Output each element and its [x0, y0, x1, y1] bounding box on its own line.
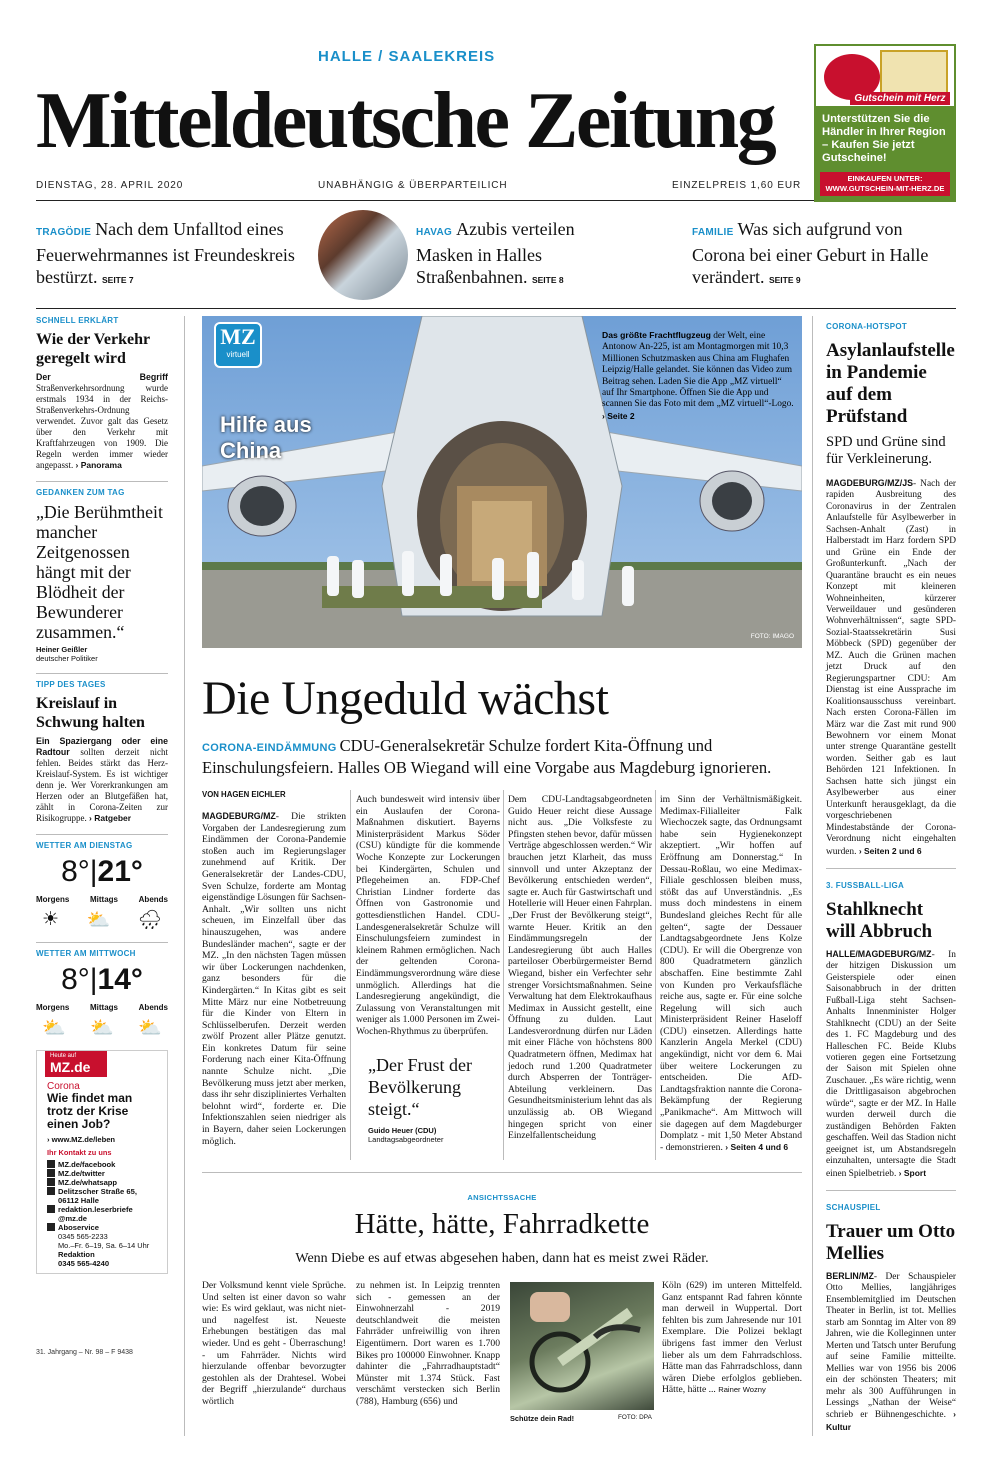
section-corona-hotspot — [826, 316, 956, 858]
pull-quote-author: Guido Heuer (CDU) — [368, 1126, 437, 1135]
bike-photo — [510, 1282, 654, 1410]
weather-icons — [36, 908, 168, 932]
abo-head: Aboservice — [58, 1223, 99, 1232]
section-body — [36, 372, 168, 471]
ad-brand: Gutschein mit Herz — [850, 92, 950, 105]
body-text: Straßenverkehrsordnung wurde erstmals 1934 in der Reichs-Straßenverkehrs-Ordnung verwendet. Zuvor galt das Gesetz über den Verkehr mit Kraftfahrzeugen von 1909. Die Regeln werden immer wieder angepasst. — [36, 383, 168, 470]
address-line2: 06112 Halle — [58, 1196, 99, 1205]
ad-link-url: WWW.GUTSCHEIN-MIT-HERZ.DE — [825, 184, 945, 193]
caption-text: der Welt, eine Antonow An-225, ist am Montagmorgen mit 10,3 Millionen Schutzmasken aus China am Flughafen Leipzig/Halle gelandet. Sie können das Video zum Beitrag sehen. Laden Sie die App „MZ virtuell“ auf Ihr Smartphone. Öffnen Sie die App und scannen Sie das Foto mit dem „MZ virtuell“-Logo. — [602, 331, 794, 410]
ref-label: Seiten 4 und 6 — [730, 1141, 789, 1152]
section-title[interactable]: Trauer um Otto Mellies — [826, 1221, 956, 1265]
issue-date: DIENSTAG, 28. APRIL 2020 — [36, 180, 184, 191]
teaser-havag[interactable] — [416, 218, 616, 291]
pull-quote-text: „Der Frust der Bevölkerung steigt.“ — [368, 1055, 472, 1119]
contact-twitter-text: MZ.de/twitter — [58, 1169, 105, 1178]
body-text: - Der Schauspieler Otto Mellies, langjähriges Ensemblemitglied im Deutschen Theater in Berlin, ist tot. Mellies starb am Sonntag im Alter von 89 Jahren, wie die Kolleginnen unter Merten und Tatsch unter Berufung auf seine Familie mitteilte. Mellies war von 1956 bis 2006 ein der schönsten Theaters; mit mehr als 300 Aufführungen in Lessings „Nathan der Weise“ schrieb er Bühnengeschichte. — [826, 1272, 956, 1421]
contact-twitter[interactable] — [37, 1169, 167, 1178]
motto: UNABHÄNGIG & ÜBERPARTEILICH — [318, 180, 508, 191]
weather-icons — [36, 1016, 168, 1040]
temp-high: 21° — [97, 855, 143, 888]
teaser-kicker: TRAGÖDIE — [36, 227, 92, 238]
contact-whatsapp[interactable] — [37, 1178, 167, 1187]
lead-kicker: CORONA-EINDÄMMUNG — [202, 742, 337, 754]
ad-link-label: EINKAUFEN UNTER: — [847, 174, 923, 183]
ref-link[interactable]: › Ratgeber — [89, 813, 132, 823]
dateline: BERLIN/MZ — [826, 1271, 874, 1282]
teaser-kicker: FAMILIE — [692, 227, 734, 238]
teaser-ref: SEITE 9 — [768, 275, 801, 285]
ans-kicker: ANSICHTSSACHE — [467, 1193, 537, 1202]
lead-word: Der Begriff — [36, 372, 168, 382]
section-subtitle: SPD und Grüne sind für Verkleinerung. — [826, 434, 946, 467]
body-text: - In der hitzigen Diskussion um Geisterspiele oder einen Saisonabbruch in der dritten Fußball-Liga steht Sachsen-Anhalts Innenminister Holger Stahlknecht (CDU) an der Seite des 1. FC Magdeburg und des Halleschen FC. Beide Klubs votieren gegen eine Fortsetzung der Saison mit Spielen ohne Zuschauer. „Es wäre richtig, wenn die Drittligasaison abgebrochen würde“, sagte er der MZ. In Halle wurden derweil durch die zuständigen Behörden Fakten geschaffen. Weil das Stadion nicht geeignet ist, um Abstandsregeln einzuhalten, untersagte die Stadt einen Spielbetrieb. — [826, 949, 956, 1179]
newspaper-title: Mitteldeutsche Zeitung — [36, 77, 775, 165]
whatsapp-icon — [47, 1178, 55, 1186]
body-text: - Die strikten Vorgaben der Landesregierung zum Eindämmen der Corona-Pandemie stoßen auch im Regierungslager zunehmend auf Kritik. Der Generalsekretär der Landes-CDU, Sven Schulze, forderte am Montag eigenständige Lösungen für Sachsen-Anhalt. „Wir sollten uns nicht scheuen, im Einzelfall über das hinauszugehen, was andere Bundesländer machen“, sagte er der MZ. „In den nächsten Tagen müssen wir über Lockerungen nachdenken, ganz besonders für die Kindergärten.“ In Kitas gibt es seit Mitte März nur eine Notbetreuung für die Kinder von Eltern in Schlüsselberufen. Derzeit werden zwölf Prozent aller Plätze genutzt. Ein konkretes Datum für seine Forderung nach einer Kita-Öffnung nannte Schulze nicht. „Die Bevölkerung muss jetzt aber merken, dass ihr sehr diszipliniertes Verhalten belohnt wird“, forderte er. Die Infektionszahlen seien niedriger als in Bayern, daher seien Lockerungen möglich. — [202, 811, 346, 1147]
ans-body-2: zu nehmen ist. In Leipzig trennten sich - gemessen an der Einwohnerzahl - 2019 deutschlandweit die meisten Fahrräder unfreiwillig von ihren Eigentümern. Dort waren es 1.700 Bikes pro 100000 Einwohner. Knapp dahinter die „Fahrradhauptstadt“ Münster mit 1.374 Stück. Fast verschämt verstecken sich Berlin (788), Hamburg (656) und — [356, 1280, 500, 1407]
caption-lead: Das größte Frachtflugzeug — [602, 330, 711, 340]
body-text: sollten derzeit nicht fehlen. Beides stärkt das Herz-Kreislauf-System. Es ist wichtiger denn je. Wer Vorerkrankungen am Herzen oder an Blutgefäßen hat, zählt in Corona-Zeiten zur Risikogruppe. — [36, 747, 169, 823]
label-evening: Abends — [138, 1003, 168, 1012]
twitter-icon — [47, 1169, 55, 1177]
dateline: MAGDEBURG/MZ/JS — [826, 478, 913, 488]
teaser-tragoedie[interactable] — [36, 218, 298, 291]
right-column — [826, 316, 956, 1434]
section-title: Wie der Verkehr geregelt wird — [36, 331, 150, 367]
section-body — [826, 478, 956, 858]
red-head: Redaktion — [58, 1250, 95, 1259]
ans-author: Rainer Wozny — [718, 1385, 766, 1395]
mz-small: Heute auf — [50, 1053, 77, 1059]
mail-line1: redaktion.leserbriefe — [58, 1205, 133, 1214]
section-kicker: TIPP DES TAGES — [36, 680, 106, 689]
section-schnell-erklaert — [36, 316, 168, 471]
body-col-2: Auch bundesweit wird intensiv über ein Auslaufen der Corona-Maßnahmen diskutiert. Bayerns Ministerpräsident Markus Söder (CSU) kündigte für die kommende Woche Konzepte zur Lockerungen bei Kindergärten, Schulen und Pflegeheimen an. FDP-Chef Christian Lindner forderte das Öffnen von Gastronomie und gottesdienstlichen Handel. CDU-Landesgeneralsekretär Schulze will Einschulungsfeiern zumindest in kleinem Rahmen ermöglichen. Nach der geltenden Corona-Eindämmungsverordnung wäre diese unmöglich. Allerdings hat die Landesregierung angekündigt, die Zulassung von Veranstaltungen mit weniger als 1.000 Personen im Zwei-Wochen-Rhythmus zu überprüfen. — [356, 794, 500, 1037]
section-gedanken — [36, 488, 168, 663]
body-text: - Nach der rapiden Ausbreitung des Coronavirus in der Zentralen Anlaufstelle für Asylbewerber in Sachsen-Anhalt (Zast) in Halberstadt im Harz fordern SPD und Grüne ein Ende der Großunterkunft. „Nach der Quarantäne braucht es ein neues Konzept mit kleineren Wohneinheiten, kürzerer Verweildauer und gesünderen Wohnverhältnissen“, sagte SPD-Sozial-Staatssekretärin Susi Möbbeck (SPD) gegenüber der MZ. Auch die Grünen machen jetzt Druck auf den Regierungspartner CDU: Am Dienstag ist eine Aussprache im Koalitionsausschuss vereinbart. Nach ersten Corona-Fällen im März war die Zast mit rund 900 Bewohnern vor einem Monat unter strenge Quarantäne gestellt worden. Seither gab es laut Behörden 121 Infektionen. In Sachsen hatte sich jüngst ein Asylbewerber aus einer Unterkunft herausgeklagt, da die vorgeschriebenen Mindestabstände der Corona-Verordnung nicht eingehalten wurden. — [826, 479, 956, 857]
ans-title[interactable]: Hätte, hätte, Fahrradkette — [354, 1208, 650, 1240]
section-body — [826, 1271, 956, 1434]
lead-subhead-text: CDU-Generalsekretär Schulze fordert Kita-Öffnung und Einschulungsfeiern. Halles OB Wiegand will eine Vorgabe aus Magdeburg ignorieren. — [202, 736, 772, 777]
ref-label: Ratgeber — [94, 813, 132, 823]
section-body — [36, 736, 168, 824]
lead-subhead — [202, 736, 802, 778]
temp-high: 14° — [97, 963, 143, 996]
section-title: Kreislauf in Schwung halten — [36, 695, 145, 731]
ref-link[interactable]: › Kultur — [826, 1409, 957, 1432]
left-column — [36, 316, 168, 1274]
section-kicker: 3. FUSSBALL-LIGA — [826, 880, 905, 890]
address-line1: Delitzscher Straße 65, — [58, 1187, 137, 1196]
body-col-4 — [660, 794, 802, 1153]
photo-credit: FOTO: IMAGO — [750, 633, 794, 640]
section-body — [826, 949, 956, 1180]
section-kicker: CORONA-HOTSPOT — [826, 322, 908, 331]
lead-pull-quote — [368, 1054, 500, 1144]
section-tipp — [36, 680, 168, 824]
partly-cloudy-icon: ⛅ — [90, 1018, 114, 1039]
mail-icon — [47, 1205, 55, 1213]
pull-quote-role: Landtagsabgeordneter — [368, 1135, 444, 1144]
contact-abo — [37, 1223, 167, 1268]
quote-author: Heiner Geißler — [36, 645, 88, 654]
mz-logo-text: MZ.de — [50, 1059, 91, 1075]
section-title[interactable]: Stahlknecht will Abbruch — [826, 898, 933, 942]
bike-caption: Schütze dein Rad! — [510, 1414, 575, 1423]
contact-head: Ihr Kontakt zu uns — [47, 1148, 112, 1157]
teaser-text: Was sich aufgrund von Corona bei einer Geburt in Halle verändert. — [692, 219, 929, 287]
section-fussball — [826, 875, 956, 1180]
mz-virtuell-badge[interactable] — [214, 322, 262, 368]
ans-body-3 — [662, 1280, 802, 1396]
weather-wednesday — [36, 949, 168, 1040]
teaser-familie[interactable] — [692, 218, 954, 291]
contact-facebook[interactable] — [37, 1160, 167, 1169]
temperature: 8°|14° — [61, 963, 143, 996]
ref-link[interactable]: › Seiten 2 und 6 — [858, 845, 922, 856]
temp-low: 8° — [61, 855, 90, 888]
label-noon: Mittags — [90, 895, 118, 904]
gift-icon — [880, 50, 948, 96]
ref-label: Kultur — [826, 1421, 852, 1432]
ad-logo-area — [814, 44, 956, 108]
mz-online-box[interactable] — [36, 1050, 168, 1274]
teaser-text: Azubis verteilen Masken in Halles Straßenbahnen. — [416, 219, 575, 287]
weather-labels — [36, 1003, 168, 1012]
mz-logo — [45, 1051, 107, 1077]
voucher-ad[interactable] — [814, 44, 956, 202]
weather-tuesday — [36, 841, 168, 932]
lead-col-1 — [202, 790, 346, 1147]
phone-icon — [47, 1223, 55, 1231]
sun-icon: ☀ — [42, 909, 60, 930]
byline: VON HAGEN EICHLER — [202, 790, 286, 799]
weather-labels — [36, 895, 168, 904]
section-schauspiel — [826, 1197, 956, 1434]
badge-label: virtuell — [226, 350, 250, 359]
location-icon — [47, 1187, 55, 1195]
ref-label: Panorama — [80, 460, 122, 470]
contact-address — [37, 1187, 167, 1205]
abo-phone: 0345 565-2233 — [58, 1232, 108, 1241]
lead-col-3 — [508, 794, 652, 1142]
abo-hours: Mo.–Fr. 6–19, Sa. 6–14 Uhr — [58, 1241, 150, 1250]
label-morning: Morgens — [36, 895, 70, 904]
teaser-ref: SEITE 8 — [531, 275, 564, 285]
lead-headline[interactable]: Die Ungeduld wächst — [202, 672, 609, 725]
ref-label: Seiten 2 und 6 — [864, 845, 922, 856]
ans-col-1 — [202, 1280, 346, 1408]
partly-cloudy-icon: ⛅ — [86, 910, 111, 931]
teaser-text: Nach dem Unfalltod eines Feuerwehrmannes ist Freundeskreis bestürzt. — [36, 219, 295, 287]
ans-body-1: Der Volksmund kennt viele Sprüche. Und selten ist einer davon so wahr wie: Es wird geklaut, was nicht niet- und nagelfest ist. Neueste Erhebungen bestätigen das mal wieder. Und es geht - Überraschung! - um Fahrräder. Nichts wird hierzulande offenbar bevorzugter gestohlen als der Drahtesel. Wobei der Begriff „hierzulande“ durchaus wörtlich — [202, 1280, 346, 1407]
lead-word: Ein Spaziergang oder eine Radtour — [36, 736, 168, 757]
issue-number: 31. Jahrgang – Nr. 98 – F 9438 — [36, 1349, 133, 1356]
photo-overlay-title: Hilfe aus China — [220, 412, 312, 463]
section-kicker: WETTER AM DIENSTAG — [36, 841, 133, 850]
section-kicker: GEDANKEN ZUM TAG — [36, 488, 125, 497]
contact-mail[interactable] — [37, 1205, 167, 1223]
badge-logo: MZ — [220, 324, 256, 349]
label-evening: Abends — [138, 895, 168, 904]
ref-label: Sport — [903, 1167, 927, 1178]
teaser-photo — [318, 210, 408, 300]
quote-role: deutscher Politiker — [36, 654, 98, 663]
body-text: Köln (629) im unteren Mittelfeld. Ganz entspannt Rad fahren könnte man derweil in Wuppertal. Dort fehlten bis zum Jahresende nur 101 Exemplare. Die Polizei beklagt übrigens fast immer den Verlust lieber als um dem Fahrradschloss. Hätte man das Fahrradschloss, dann wären Diebe erfolglos geblieben. Hätte, hätte ... — [662, 1280, 802, 1396]
red-phone: 0345 565-4240 — [58, 1259, 110, 1268]
mz-title: Wie findet man trotz der Krise einen Job? — [47, 1091, 133, 1131]
ans-col-2 — [356, 1280, 500, 1408]
facebook-icon — [47, 1160, 55, 1168]
bike-illustration — [510, 1282, 654, 1410]
caption-ref-label: Seite 2 — [607, 410, 635, 421]
bike-credit: FOTO: DPA — [618, 1414, 652, 1421]
body-col-3: Dem CDU-Landtagsabgeordneten Guido Heuer reicht diese Aussage nicht aus. „Die Volksfeste zu Pfingsten stehen bevor, dafür müssen Verträge abgeschlossen werden.“ Wir brauchen jetzt Klarheit, das muss sinnvoll und unter Akzeptanz der Bevölkerung entschieden werden“, sagte er. Auch für Gastwirtschaft und Hotellerie will Heuer einen Fahrplan. „Der Frust der Bevölkerung steigt“, warnte Heuer. Kritik an den Eindämmungsregeln der Landesregierung übt auch Halles parteiloser Oberbürgermeister Bernd Wiegand, bisher ein Verfechter sehr strenger Vorsichtsmaßnahmen. Seine Verwaltung hat dem Elektrokaufhaus Medimax in Aussicht gestellt, eine Öffnung zu dulden. Laut Landesverordnung dürfen nur Läden mit einer Fläche von höchstens 800 Quadratmetern öffnen, Medimax hat jedoch rund 1.200 Quadratmeter durch Absperren der Tonträger-Abteilung verkleinern. Das Gesundheitsministerium lehnt das als unzulässig ab. OB Wiegand hingegen spricht von einer Einzelfallentscheidung — [508, 794, 652, 1142]
mz-label: Corona — [47, 1081, 80, 1092]
section-title[interactable]: Asylanlaufstelle in Pandemie auf dem Prüfstand — [826, 340, 955, 427]
section-kicker: SCHNELL ERKLÄRT — [36, 316, 119, 325]
section-kicker: WETTER AM MITTWOCH — [36, 949, 136, 958]
daily-quote: „Die Berühmtheit mancher Zeitgenossen hängt mit der Blödheit der Bewunderer zusammen.“ — [36, 502, 163, 642]
section-kicker: SCHAUSPIEL — [826, 1203, 881, 1213]
region-label: HALLE / SAALEKREIS — [318, 48, 496, 65]
ref-link[interactable]: › Panorama — [75, 460, 122, 470]
dateline: MAGDEBURG/MZ — [202, 811, 276, 821]
partly-cloudy-icon: ⛅ — [138, 1018, 162, 1039]
contact-facebook-text: MZ.de/facebook — [58, 1160, 116, 1169]
label-morning: Morgens — [36, 1003, 70, 1012]
label-noon: Mittags — [90, 1003, 118, 1012]
contact-whatsapp-text: MZ.de/whatsapp — [58, 1178, 118, 1187]
temperature: 8°|21° — [61, 855, 143, 888]
partly-cloudy-icon: ⛅ — [42, 1018, 66, 1039]
teaser-kicker: HAVAG — [416, 227, 453, 238]
mail-line2: @mz.de — [58, 1214, 87, 1223]
ans-subtitle: Wenn Diebe es auf etwas abgesehen haben, dann hat es meist zwei Räder. — [295, 1251, 709, 1266]
ans-col-3 — [662, 1280, 802, 1396]
ref-link[interactable]: › Sport — [898, 1167, 927, 1178]
mz-link[interactable]: › www.MZ.de/leben — [47, 1135, 116, 1144]
body-col-1 — [202, 811, 346, 1147]
teaser-ref: SEITE 7 — [101, 275, 134, 285]
temp-low: 8° — [61, 963, 90, 996]
photo-caption — [602, 330, 794, 423]
ad-link[interactable] — [820, 172, 950, 196]
ad-text: Unterstützen Sie die Händler in Ihrer Region – Kaufen Sie jetzt Gutscheine! — [822, 113, 946, 164]
price: EINZELPREIS 1,60 EUR — [672, 180, 802, 191]
dateline: HALLE/MAGDEBURG/MZ — [826, 948, 932, 959]
body-text: im Sinn der Verhältnismäßigkeit. Medimax-Filialleiter Falk Wiechoczek sagte, das Ordnungsamt habe sein Hygienekonzept akzeptiert. „Wir hoffen auf Eröffnung am Donnerstag.“ In Dessau-Roßlau, wo eine Medimax-Filiale geschlossen bleiben muss, stößt das auf Unverständnis. „Es muss doch mindestens in einem Bundesland gleiches Recht für alle gelten“, sagte der Dessauer Landtagsabgeordnete Jens Kolze (CDU). Er will die Obergrenze von 800 Quadratmetern gänzlich abschaffen. Eine bestimmte Zahl von Kunden pro Verkaufsfläche reiche aus, sagte er. Für eine solche Regelung will sich auch Ministerpräsident Reiner Haseloff (CDU) einsetzen. Allerdings hatte Kanzlerin Angela Merkel (CDU) angekündigt, nicht vor dem 6. Mai über weitere Lockerungen zu entscheiden. Die AfD-Landtagsfraktion nannte die Corona-Bekämpfung der Regierung „Panikmache“. Am Mittwoch will sie dagegen auf dem Magdeburger Domplatz - mit 1,50 Meter Abstand - demonstrieren. — [660, 794, 802, 1153]
rain-icon: 🌧 — [137, 910, 162, 931]
lead-col-4 — [660, 794, 802, 1153]
caption-ref[interactable]: › Seite 2 — [602, 410, 635, 421]
ref-link[interactable]: › Seiten 4 und 6 — [725, 1141, 789, 1152]
lead-col-2 — [356, 794, 500, 1037]
